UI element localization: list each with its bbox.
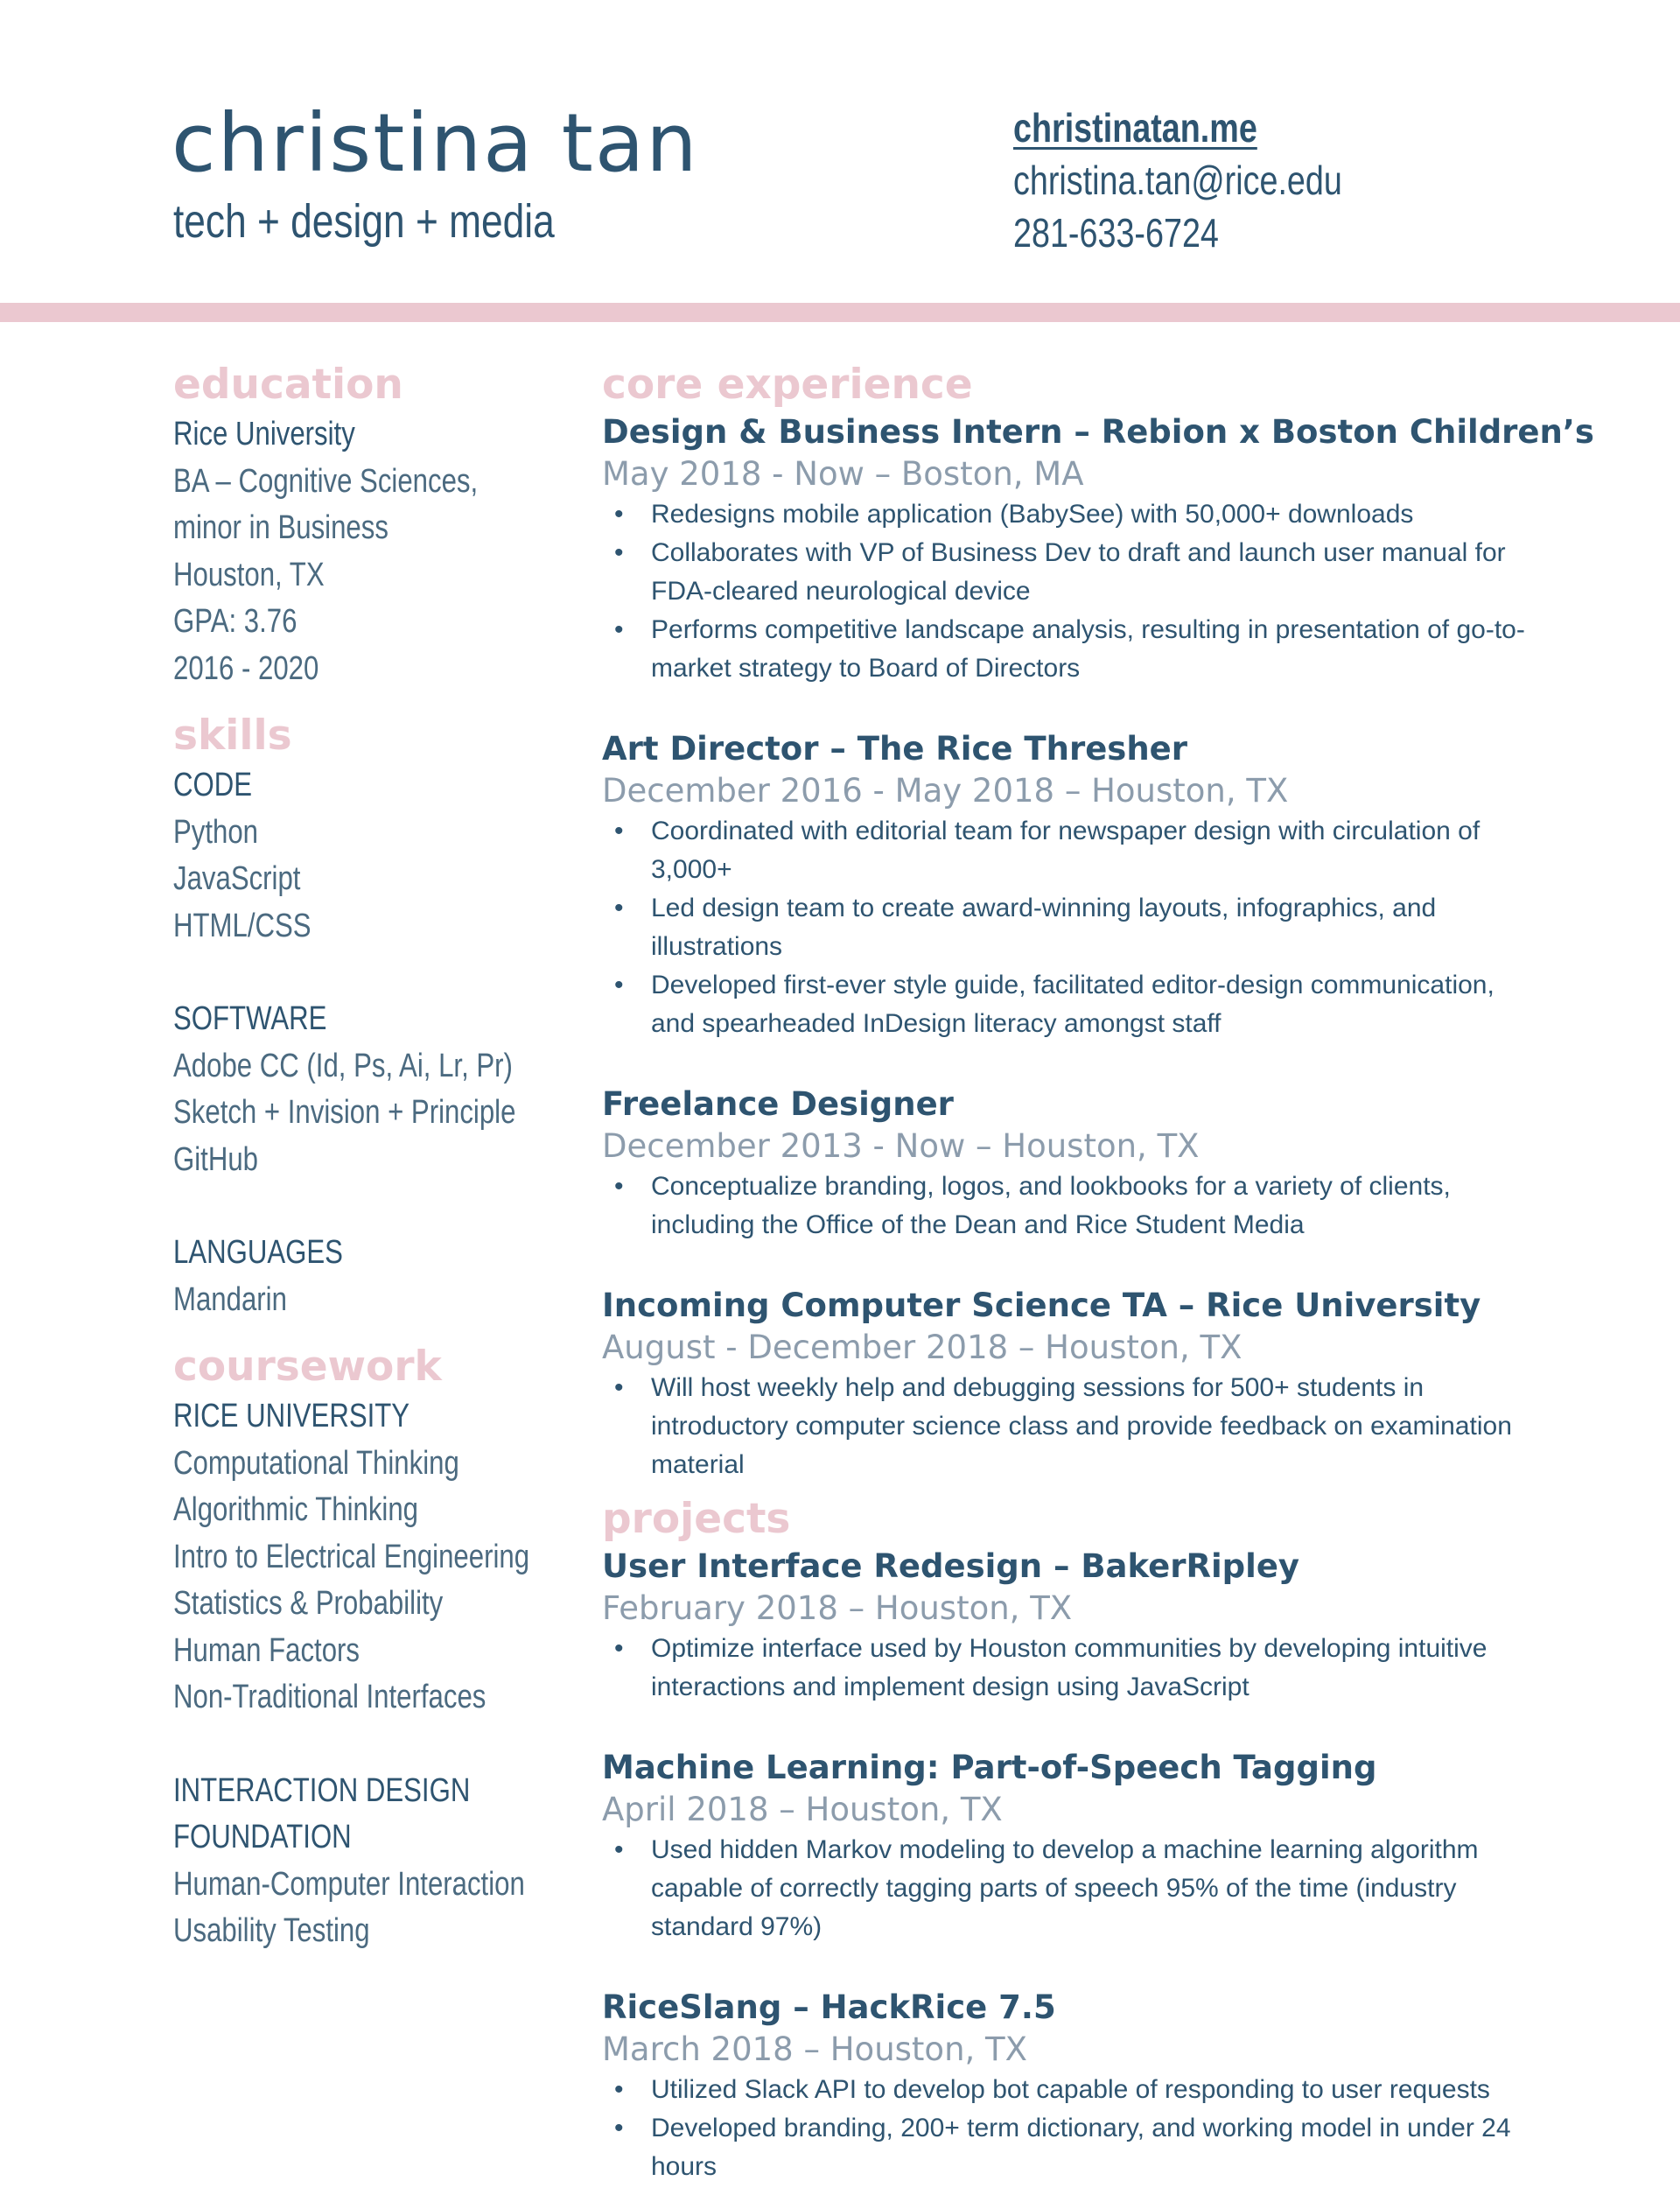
- project-entry: [602, 1987, 1535, 2186]
- contact-block: [1013, 102, 1342, 259]
- bullet-item: • Will host weekly help and debugging sessions for 500+ students in introductory computer science class and provide feedback on examination material: [602, 1369, 1535, 1484]
- experience-entry: [602, 1083, 1535, 1245]
- phone-number: 281-633-6724: [1013, 210, 1219, 256]
- education-line: minor in Business: [173, 509, 388, 546]
- project-bullets: [602, 1630, 1535, 1707]
- experience-entry: [602, 411, 1594, 688]
- header-divider: [0, 303, 1680, 322]
- skill-item: JavaScript: [173, 860, 301, 897]
- right-column: [602, 359, 1594, 2195]
- job-title: Incoming Computer Science TA – Rice University: [602, 1287, 1481, 1324]
- job-bullets: [602, 1369, 1535, 1484]
- job-title: Freelance Designer: [602, 1085, 954, 1123]
- bullet-item: • Performs competitive landscape analysis, resulting in presentation of go-to-market strategy to Board of Directors: [602, 611, 1535, 688]
- project-meta: March 2018 – Houston, TX: [602, 2030, 1027, 2068]
- course-item: Intro to Electrical Engineering: [173, 1538, 530, 1575]
- job-meta: May 2018 - Now – Boston, MA: [602, 455, 1084, 493]
- job-meta: August - December 2018 – Houston, TX: [602, 1329, 1242, 1366]
- skills-group-label: LANGUAGES: [173, 1234, 343, 1271]
- project-bullets: [602, 1831, 1535, 1946]
- course-item: Human-Computer Interaction: [173, 1865, 525, 1903]
- course-item: Statistics & Probability: [173, 1585, 444, 1622]
- job-bullets: [602, 495, 1535, 688]
- bullet-item: • Redesigns mobile application (BabySee) with 50,000+ downloads: [602, 495, 1535, 534]
- bullet-item: • Coordinated with editorial team for newspaper design with circulation of 3,000+: [602, 812, 1535, 889]
- course-item: Usability Testing: [173, 1912, 370, 1949]
- email-link[interactable]: christina.tan@rice.edu: [1013, 158, 1342, 203]
- education-heading: education: [173, 361, 403, 409]
- education-line: BA – Cognitive Sciences,: [173, 462, 479, 500]
- skill-item: Adobe CC (Id, Ps, Ai, Lr, Pr): [173, 1047, 513, 1084]
- bullet-item: • Optimize interface used by Houston communities by developing intuitive interactions and implement design using JavaScript: [602, 1630, 1535, 1707]
- skills-group-label: CODE: [173, 767, 253, 803]
- skill-item: HTML/CSS: [173, 907, 312, 944]
- project-title: Machine Learning: Part-of-Speech Tagging: [602, 1749, 1377, 1786]
- job-bullets: [602, 1168, 1535, 1245]
- bullet-item: • Used hidden Markov modeling to develop a machine learning algorithm capable of correctly tagging parts of speech 95% of the time (industry standard 97%): [602, 1831, 1535, 1946]
- course-item: Algorithmic Thinking: [173, 1491, 418, 1528]
- bullet-item: • Conceptualize branding, logos, and lookbooks for a variety of clients, including the Office of the Dean and Rice Student Media: [602, 1168, 1535, 1245]
- skill-item: Mandarin: [173, 1280, 287, 1318]
- job-title: Design & Business Intern – Rebion x Boston Children’s: [602, 413, 1594, 451]
- skills-group-label: SOFTWARE: [173, 1000, 327, 1037]
- left-column: [173, 359, 576, 1955]
- education-line: 2016 - 2020: [173, 649, 319, 687]
- job-title: Art Director – The Rice Thresher: [602, 730, 1187, 768]
- job-meta: December 2013 - Now – Houston, TX: [602, 1127, 1200, 1165]
- bullet-item: • Led design team to create award-winning layouts, infographics, and illustrations: [602, 889, 1535, 966]
- skill-item: GitHub: [173, 1140, 258, 1178]
- experience-entry: [602, 728, 1535, 1043]
- coursework-group-label: INTERACTION DESIGN: [173, 1771, 471, 1809]
- job-bullets: [602, 812, 1535, 1043]
- skill-item: Sketch + Invision + Principle: [173, 1094, 516, 1131]
- education-line: GPA: 3.76: [173, 603, 298, 640]
- project-entry: [602, 1747, 1535, 1946]
- bullet-item: • Collaborates with VP of Business Dev to draft and launch user manual for FDA-cleared neurological device: [602, 534, 1535, 611]
- skills-heading: skills: [173, 712, 292, 760]
- project-meta: February 2018 – Houston, TX: [602, 1589, 1073, 1627]
- coursework-group-label: RICE UNIVERSITY: [173, 1398, 410, 1434]
- project-title: RiceSlang – HackRice 7.5: [602, 1988, 1056, 2026]
- coursework-heading: coursework: [173, 1343, 442, 1391]
- coursework-group-label: FOUNDATION: [173, 1819, 352, 1855]
- experience-heading: core experience: [602, 361, 973, 409]
- skill-item: Python: [173, 813, 259, 851]
- bullet-item: • Developed first-ever style guide, facilitated editor-design communication, and spearheaded InDesign literacy amongst staff: [602, 966, 1535, 1043]
- projects-heading: projects: [602, 1495, 791, 1543]
- website-link[interactable]: christinatan.me: [1013, 105, 1257, 151]
- course-item: Non-Traditional Interfaces: [173, 1679, 486, 1715]
- course-item: Human Factors: [173, 1631, 360, 1669]
- bullet-item: • Developed branding, 200+ term dictionary, and working model in under 24 hours: [602, 2109, 1535, 2186]
- experience-entry: [602, 1285, 1535, 1484]
- project-meta: April 2018 – Houston, TX: [602, 1791, 1003, 1828]
- bullet-item: • Utilized Slack API to develop bot capable of responding to user requests: [602, 2071, 1535, 2109]
- project-bullets: [602, 2071, 1535, 2186]
- resume-tagline: tech + design + media: [173, 195, 555, 248]
- project-entry: [602, 1546, 1535, 1707]
- course-item: Computational Thinking: [173, 1444, 459, 1482]
- project-title: User Interface Redesign – BakerRipley: [602, 1547, 1300, 1585]
- education-line: Houston, TX: [173, 556, 325, 593]
- job-meta: December 2016 - May 2018 – Houston, TX: [602, 772, 1289, 810]
- education-school: Rice University: [173, 416, 355, 452]
- resume-name: christina tan: [172, 96, 699, 190]
